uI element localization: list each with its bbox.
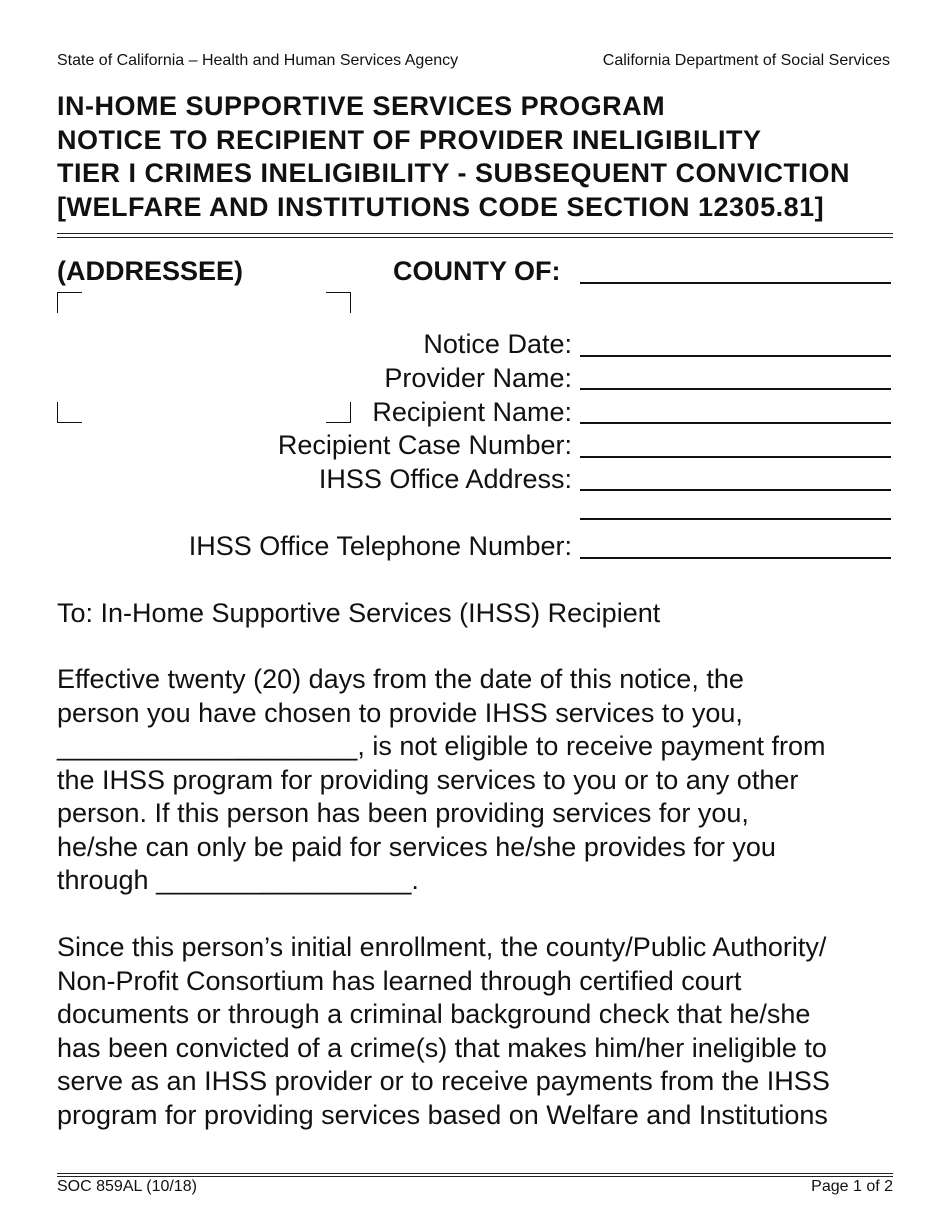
office-telephone-label: IHSS Office Telephone Number: (188, 531, 572, 561)
title-line: NOTICE TO RECIPIENT OF PROVIDER INELIGIBILITY (57, 124, 762, 155)
paragraph-line: Non-Profit Consortium has learned through certified court (57, 965, 742, 996)
address-window-corner (326, 292, 351, 313)
paragraph-line: the IHSS program for providing services to you or to any other (57, 764, 799, 795)
county-input-line[interactable] (580, 282, 891, 284)
paragraph-line: program for providing services based on Welfare and Institutions (57, 1099, 828, 1130)
recipient-case-number-line[interactable] (580, 456, 891, 458)
addressee-label: (ADDRESSEE) (57, 256, 244, 286)
paragraph-line: Effective twenty (20) days from the date of this notice, the (57, 664, 744, 694)
recipient-name-line[interactable] (580, 422, 891, 424)
salutation: To: In-Home Supportive Services (IHSS) Recipient (57, 598, 661, 628)
document-title (57, 90, 850, 224)
notice-date-line[interactable] (580, 355, 891, 357)
paragraph-conviction (57, 931, 830, 1132)
paragraph-line: person you have chosen to provide IHSS services to you, (57, 697, 743, 728)
paragraph-line: ____________________, is not eligible to receive payment from (57, 731, 826, 761)
address-window-corner (57, 402, 82, 423)
title-divider-bottom (57, 237, 893, 238)
paragraph-line: has been convicted of a crime(s) that makes him/her ineligible to (57, 1032, 827, 1063)
paragraph-line: serve as an IHSS provider or to receive payments from the IHSS (57, 1066, 830, 1096)
page-number: Page 1 of 2 (811, 1178, 893, 1195)
paragraph-line: documents or through a criminal background check that he/she (57, 999, 811, 1029)
office-telephone-line[interactable] (580, 557, 891, 559)
title-line: IN-HOME SUPPORTIVE SERVICES PROGRAM (57, 91, 666, 121)
paragraph-line: person. If this person has been providing services for you, (57, 798, 749, 828)
address-window-corner (57, 292, 82, 313)
footer-divider-bottom (57, 1176, 893, 1177)
recipient-case-number-label: Recipient Case Number: (277, 430, 572, 460)
office-address-label: IHSS Office Address: (318, 464, 572, 494)
office-address-line-2[interactable] (580, 518, 891, 520)
office-address-line[interactable] (580, 489, 891, 491)
department-header: California Department of Social Services (602, 52, 890, 69)
title-divider-top (57, 233, 893, 234)
provider-name-label: Provider Name: (384, 363, 572, 393)
agency-header: State of California – Health and Human Services Agency (57, 52, 459, 69)
paragraph-line: Since this person’s initial enrollment, the county/Public Authority/ (57, 932, 827, 962)
title-line: [WELFARE AND INSTITUTIONS CODE SECTION 12305.81] (57, 191, 825, 222)
county-label: COUNTY OF: (393, 256, 561, 286)
paragraph-line: he/she can only be paid for services he/she provides for you (57, 831, 776, 862)
title-line: TIER I CRIMES INELIGIBILITY - SUBSEQUENT CONVICTION (57, 158, 851, 188)
provider-name-line[interactable] (580, 388, 891, 390)
recipient-name-label: Recipient Name: (372, 397, 572, 427)
footer-divider-top (57, 1173, 893, 1174)
paragraph-line: through _________________. (57, 865, 419, 895)
address-window-corner (326, 402, 351, 423)
notice-date-label: Notice Date: (423, 329, 572, 359)
form-number: SOC 859AL (10/18) (57, 1178, 197, 1195)
paragraph-effective-date (57, 663, 826, 898)
